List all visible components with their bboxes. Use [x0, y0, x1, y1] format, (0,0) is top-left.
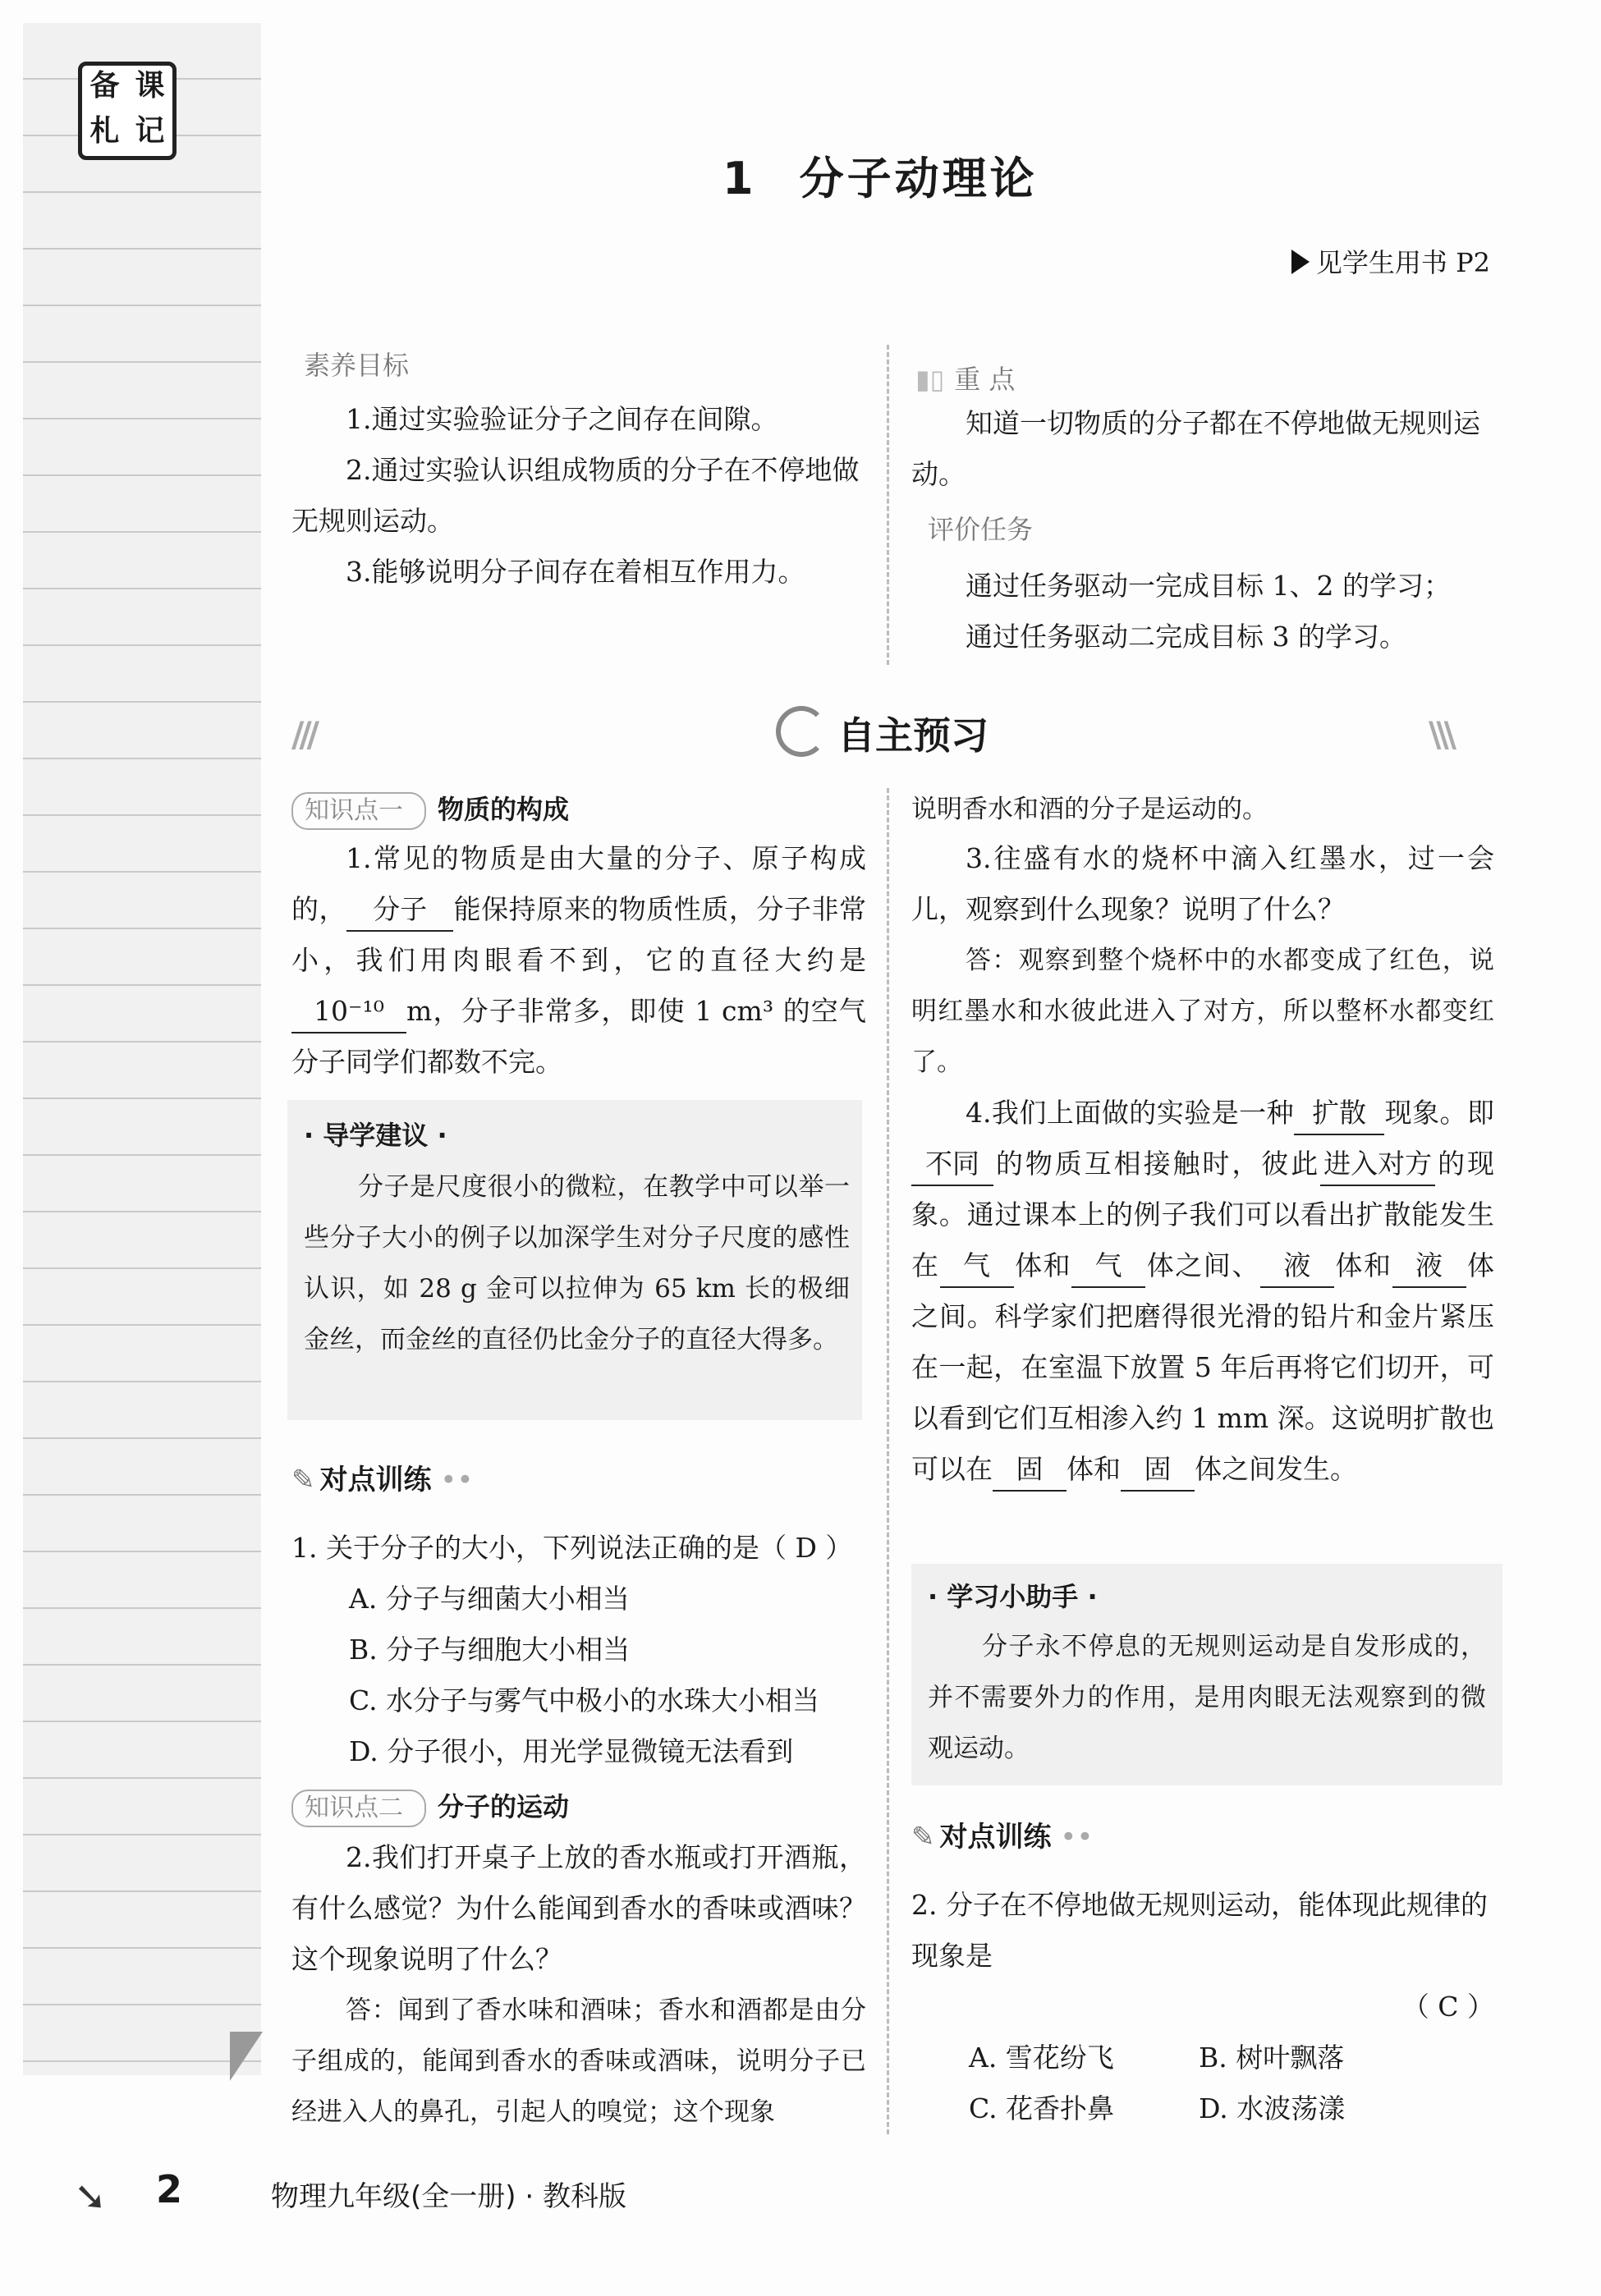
knowledge-point-tag: 知识点二: [291, 1790, 426, 1827]
helper-text: [928, 1621, 1486, 1774]
q3-question: 3.往盛有水的烧杯中滴入红墨水，过一会儿，观察到什么现象？说明了什么？: [911, 842, 1494, 925]
q1-text: m，分子非常多，即使 1 cm³ 的空气分子同学们都数不完。: [291, 995, 866, 1078]
fill-blank: 进入对方: [1320, 1143, 1435, 1186]
knowledge-point-tag: 知识点一: [291, 792, 426, 830]
q2-question: 2.我们打开桌子上放的香水瓶或打开酒瓶，有什么感觉？为什么能闻到香水的香味或酒味？这个现象说明了什么？: [291, 1841, 866, 1975]
practice-label: 对点训练: [939, 1821, 1052, 1854]
pen-icon: ✎: [291, 1464, 315, 1496]
fill-blank: 10⁻¹⁰: [291, 991, 406, 1033]
dots-icon: ••: [431, 1464, 474, 1496]
q4-text: 4.我们上面做的实验是一种: [966, 1097, 1295, 1129]
corner-triangle-icon: [230, 2032, 263, 2081]
fill-blank: 固: [1121, 1449, 1195, 1492]
q4-text: 体之间。科学家们把磨得很光滑的铅片和金片紧压在一起，在室温下放置 5 年后再将它们切开，可以看到它们互相渗入约 1 mm 深。这说明扩散也可以在: [911, 1249, 1495, 1485]
mc-options-row: [911, 2083, 1494, 2134]
keypoint-body: 知道一切物质的分子都在不停地做无规则运动。: [911, 407, 1480, 490]
practice-header-2: [911, 1814, 1093, 1854]
footer-arrow-icon: ➘: [74, 2174, 108, 2220]
mc-answer: （ C ）: [1401, 1991, 1494, 2023]
evaluation-item: 通过任务驱动二完成目标 3 的学习。: [966, 621, 1406, 653]
play-triangle-icon: [1291, 250, 1310, 274]
banner-slash-left-icon: ///: [291, 714, 315, 754]
mc-question-2: [911, 1880, 1494, 2134]
q4-text: 体之间发生。: [1195, 1453, 1357, 1485]
objective-item: 1.通过实验验证分子之间存在间隙。: [346, 403, 778, 435]
logo-char: 课: [135, 69, 165, 103]
q1-text: 能保持原来的物质性质，分子非常小，我们用肉眼看不到，它的直径大约是: [291, 893, 867, 976]
guide-label: · 导学建议 ·: [304, 1120, 447, 1151]
lesson-title: 分子动理论: [799, 153, 1038, 204]
lesson-number: 1: [723, 153, 757, 204]
q4-text: 体之间、: [1145, 1249, 1260, 1281]
guide-body: 分子是尺度很小的微粒，在教学中可以举一些分子大小的例子以加深学生对分子尺度的感性认识，如 28 g 金可以拉伸为 65 km 长的极细金丝，而金丝的直径仍比金分子的直径大得多。: [304, 1172, 850, 1354]
helper-label: · 学习小助手 ·: [928, 1581, 1098, 1612]
mc-stem: 2. 分子在不停地做无规则运动，能体现此规律的现象是: [911, 1889, 1488, 1972]
q2-answer: 答：闻到了香水味和酒味；香水和酒都是由分子组成的，能闻到香水的香味或酒味，说明分子已经进入人的鼻孔，引起人的嗅觉；这个现象: [291, 1996, 866, 2127]
knowledge-point-title: 分子的运动: [438, 1791, 570, 1822]
book-title: 物理九年级(全一册) · 教科版: [271, 2180, 626, 2213]
section-banner: 自主预习: [837, 713, 989, 758]
student-book-ref: [1291, 242, 1490, 280]
fill-blank: 分子: [346, 889, 453, 932]
fill-blank: 气: [940, 1245, 1014, 1288]
mc-option: C. 水分子与雾气中极小的水珠大小相当: [349, 1684, 820, 1716]
q2-answer-continued: [911, 784, 1494, 835]
objectives-label: 素养目标: [304, 350, 410, 381]
mc-option: A. 分子与细菌大小相当: [349, 1583, 630, 1615]
fill-blank: 液: [1260, 1245, 1334, 1288]
self-study-icon: [776, 706, 827, 757]
banner-slash-right-icon: \\\: [1429, 714, 1452, 754]
logo-char: 记: [135, 114, 165, 148]
objectives-list: [291, 394, 866, 598]
q4-text: 现象。即: [1384, 1097, 1494, 1129]
logo-char: 备: [89, 69, 120, 103]
q4-text: 的物质互相接触时，彼此: [993, 1148, 1321, 1180]
question-4: [911, 1088, 1494, 1495]
evaluation-item: 通过任务驱动一完成目标 1、2 的学习；: [966, 570, 1451, 602]
question-1: [291, 833, 866, 1088]
logo-char: 札: [89, 114, 120, 148]
q4-text: 的现象。通过课本上的例子我们可以看出扩散能发生在: [911, 1148, 1495, 1281]
mc-stem: 1. 关于分子的大小，下列说法正确的是（ D ）: [291, 1532, 853, 1564]
practice-label: 对点训练: [319, 1464, 432, 1496]
dots-icon: ••: [1051, 1821, 1094, 1854]
mc-option: B. 分子与细胞大小相当: [349, 1634, 631, 1666]
column-divider: [887, 788, 889, 2134]
practice-header-1: [291, 1457, 473, 1497]
mc-option: C. 花香扑鼻: [969, 2092, 1115, 2124]
mc-option: D. 水波荡漾: [1199, 2092, 1346, 2124]
ref-text: 见学生用书 P2: [1315, 247, 1490, 278]
q1-text: 1.常见的物质是由大量的分子、原子构成的，: [291, 842, 866, 925]
fill-blank: 气: [1071, 1245, 1145, 1288]
keypoint-text: [911, 398, 1494, 500]
lesson-notes-logo: [78, 62, 177, 160]
evaluation-label: 评价任务: [928, 514, 1034, 545]
knowledge-point-title: 物质的构成: [438, 794, 570, 825]
q2-answer-cont: 说明香水和酒的分子是运动的。: [911, 795, 1268, 824]
page-number: 2: [156, 2167, 183, 2211]
evaluation-list: [911, 561, 1494, 662]
q4-text: 体和: [1333, 1249, 1392, 1281]
column-divider: [887, 345, 889, 665]
guide-text: [304, 1162, 850, 1365]
q4-text: 体和: [1013, 1249, 1072, 1281]
q4-text: 体和: [1067, 1453, 1121, 1485]
kp2-header: [291, 1781, 866, 1832]
bookmark-icon: ▮▯: [915, 364, 945, 395]
notes-margin: [23, 23, 261, 2075]
mc-option: B. 树叶飘落: [1199, 2042, 1345, 2074]
fill-blank: 液: [1392, 1245, 1466, 1288]
objective-item: 3.能够说明分子间存在着相互作用力。: [346, 556, 805, 588]
objective-item: 2.通过实验认识组成物质的分子在不停地做无规则运动。: [291, 454, 860, 537]
helper-body: 分子永不停息的无规则运动是自发形成的，并不需要外力的作用，是用肉眼无法观察到的微观运动。: [928, 1632, 1486, 1763]
question-3: [911, 833, 1494, 1088]
keypoint-label-text: 重 点: [954, 364, 1016, 395]
kp1-header: [291, 784, 866, 835]
page-title: [723, 144, 1038, 207]
q3-answer: 答：观察到整个烧杯中的水都变成了红色，说明红墨水和水彼此进入了对方，所以整杯水都变红了。: [911, 946, 1494, 1077]
mc-option: A. 雪花纷飞: [969, 2042, 1114, 2074]
pen-icon: ✎: [911, 1821, 935, 1854]
fill-blank: 扩散: [1294, 1093, 1384, 1135]
mc-options-row: [911, 2032, 1494, 2083]
mc-option: D. 分子很小，用光学显微镜无法看到: [349, 1735, 794, 1767]
mc-question-1: [291, 1523, 883, 1777]
fill-blank: 固: [993, 1449, 1067, 1492]
question-2: [291, 1832, 866, 2138]
keypoint-label: [915, 359, 1015, 396]
fill-blank: 不同: [911, 1143, 993, 1186]
